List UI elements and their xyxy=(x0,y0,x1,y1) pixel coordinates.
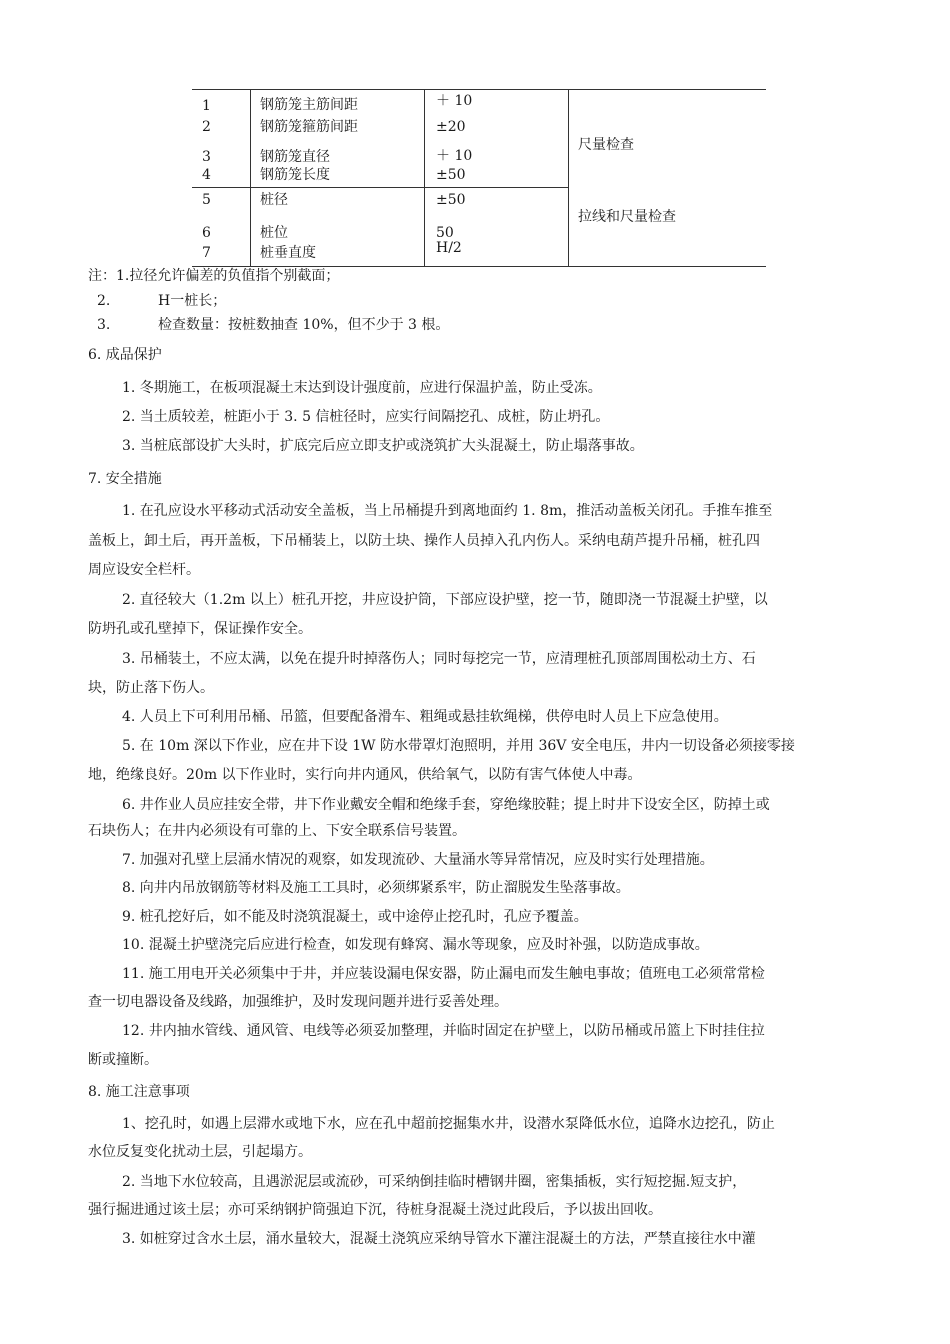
row-tolerance: ±20 xyxy=(436,119,466,135)
note-2-number: 2. xyxy=(97,293,111,309)
table-top-border xyxy=(192,89,766,90)
row-tolerance: ＋ 10 xyxy=(436,93,473,109)
section-7-item-3-line-1: 3. 吊桶装土，不应太满，以免在提升时掉落伤人；同时每挖完一节，应清理桩孔顶部周围松动土方、石 xyxy=(122,651,756,667)
section-7-item-11-line-2: 查一切电器设备及线路，加强维护，及时发现问题并进行妥善处理。 xyxy=(88,994,508,1010)
section-7-item-9: 9. 桩孔挖好后，如不能及时浇筑混凝土，或中途停止挖孔时，孔应予覆盖。 xyxy=(122,909,588,925)
row-number: 4 xyxy=(202,167,211,183)
section-7-item-5-line-2: 地，绝缘良好。20m 以下作业时，实行向井内通风，供给氧气，以防有害气体使人中毒。 xyxy=(88,767,642,783)
row-number: 3 xyxy=(202,149,211,165)
row-number: 6 xyxy=(202,225,211,241)
section-7-item-2-line-2: 防坍孔或孔壁掉下，保证操作安全。 xyxy=(88,621,312,637)
section-7-item-12-line-1: 12. 井内抽水管线、通风管、电线等必须妥加整理，并临时固定在护壁上，以防吊桶或吊篮上下时挂住拉 xyxy=(122,1023,765,1039)
note-3-text: 检查数量：按桩数抽查 10%，但不少于 3 根。 xyxy=(158,317,450,333)
note-3-number: 3. xyxy=(97,317,111,333)
table-col-divider-2 xyxy=(424,89,425,267)
section-7-item-8: 8. 向井内吊放钢筋等材料及施工工具时，必须绑紧系牢，防止溜脱发生坠落事故。 xyxy=(122,880,630,896)
row-tolerance: 50 xyxy=(436,225,454,241)
row-item: 钢筋笼主筋间距 xyxy=(260,97,358,113)
section-7-item-2-line-1: 2. 直径较大（1.2m 以上）桩孔开挖，井应设护筒，下部应设护壁，挖一节，随即浇一节混凝土护壁，以 xyxy=(122,592,768,608)
section-7-item-3-line-2: 块，防止落下伤人。 xyxy=(88,680,214,696)
section-8-item-3: 3. 如桩穿过含水土层，涌水量较大，混凝土浇筑应采纳导管水下灌注混凝土的方法，严禁直接往水中灌 xyxy=(122,1231,756,1247)
section-6-item-1: 1. 冬期施工，在板项混凝土末达到设计强度前，应进行保温护盖，防止受冻。 xyxy=(122,380,602,396)
row-tolerance: H/2 xyxy=(436,240,462,256)
row-tolerance: ±50 xyxy=(436,192,466,208)
row-item: 钢筋笼长度 xyxy=(260,167,330,183)
row-item: 桩位 xyxy=(260,225,288,241)
section-6-heading: 6. 成品保护 xyxy=(88,347,162,363)
row-number: 2 xyxy=(202,119,211,135)
section-8-heading: 8. 施工注意事项 xyxy=(88,1084,190,1100)
section-8-item-2-line-1: 2. 当地下水位较高，且遇淤泥层或流砂，可采纳倒挂临时槽钢井圈，密集插板，实行短挖掘.短支护， xyxy=(122,1174,747,1190)
section-6-item-3: 3. 当桩底部设扩大头时，扩底完后应立即支护或浇筑扩大头混凝土，防止塌落事故。 xyxy=(122,438,644,454)
table-col-divider-3 xyxy=(568,89,569,267)
method-measure: 尺量检查 xyxy=(578,137,634,153)
section-7-item-4: 4. 人员上下可利用吊桶、吊篮，但要配备滑车、粗绳或悬挂软绳梯，供停电时人员上下应急使用。 xyxy=(122,709,728,725)
tolerance-table xyxy=(192,89,766,267)
row-tolerance: ±50 xyxy=(436,167,466,183)
section-6-item-2: 2. 当土质较差，桩距小于 3. 5 信桩径时，应实行间隔挖孔、成桩，防止坍孔。 xyxy=(122,409,610,425)
section-7-item-1-line-3: 周应设安全栏杆。 xyxy=(88,562,200,578)
note-1: 注：1.拉径允许偏差的负值指个别截面； xyxy=(88,268,340,284)
row-number: 1 xyxy=(202,98,211,114)
section-7-item-1-line-2: 盖板上，卸土后，再开盖板，下吊桶装上，以防土块、操作人员掉入孔内伤人。采纳电葫芦提升吊桶，桩孔四 xyxy=(88,533,760,549)
table-group-divider xyxy=(192,187,569,188)
section-8-item-1-line-2: 水位反复变化扰动土层，引起塌方。 xyxy=(88,1144,312,1160)
section-7-item-6-line-2: 石块伤人；在井内必须设有可靠的上、下安全联系信号装置。 xyxy=(88,823,466,839)
row-number: 5 xyxy=(202,192,211,208)
table-col-divider-1 xyxy=(250,89,251,267)
section-7-item-7: 7. 加强对孔壁上层涌水情况的观察，如发现流砂、大量涌水等异常情况，应及时实行处理措施。 xyxy=(122,852,714,868)
section-7-heading: 7. 安全措施 xyxy=(88,471,162,487)
section-7-item-11-line-1: 11. 施工用电开关必须集中于井，并应装设漏电保安器，防止漏电而发生触电事故；值班电工必须常常检 xyxy=(122,966,765,982)
section-7-item-10: 10. 混凝土护壁浇完后应进行检查，如发现有蜂窝、漏水等现象，应及时补强，以防造成事故。 xyxy=(122,937,709,953)
section-8-item-2-line-2: 强行掘进通过该土层；亦可采纳钢护筒强迫下沉，待桩身混凝土浇过此段后，予以拔出回收。 xyxy=(88,1202,662,1218)
row-number: 7 xyxy=(202,245,211,261)
note-2-text: H一桩长； xyxy=(158,293,227,309)
row-item: 桩径 xyxy=(260,192,288,208)
section-8-item-1-line-1: 1、挖孔时，如遇上层滞水或地下水，应在孔中超前挖掘集水井，设潜水泵降低水位，追降水边挖孔，防止 xyxy=(122,1116,775,1132)
row-tolerance: ＋ 10 xyxy=(436,148,473,164)
section-7-item-1-line-1: 1. 在孔应设水平移动式活动安全盖板，当上吊桶提升到离地面约 1. 8m，推活动盖板关闭孔。手推车推至 xyxy=(122,503,773,519)
row-item: 桩垂直度 xyxy=(260,245,316,261)
row-item: 钢筋笼箍筋间距 xyxy=(260,119,358,135)
method-line-and-measure: 拉线和尺量检查 xyxy=(578,209,676,225)
section-7-item-12-line-2: 断或撞断。 xyxy=(88,1052,158,1068)
section-7-item-6-line-1: 6. 井作业人员应挂安全带，井下作业戴安全帽和绝缘手套，穿绝缘胶鞋；提上时井下设安全区，防掉土或 xyxy=(122,797,770,813)
section-7-item-5-line-1: 5. 在 10m 深以下作业，应在井下设 1W 防水带罩灯泡照明，并用 36V 安全电压，井内一切设备必须接零接 xyxy=(122,738,795,754)
row-item: 钢筋笼直径 xyxy=(260,149,330,165)
